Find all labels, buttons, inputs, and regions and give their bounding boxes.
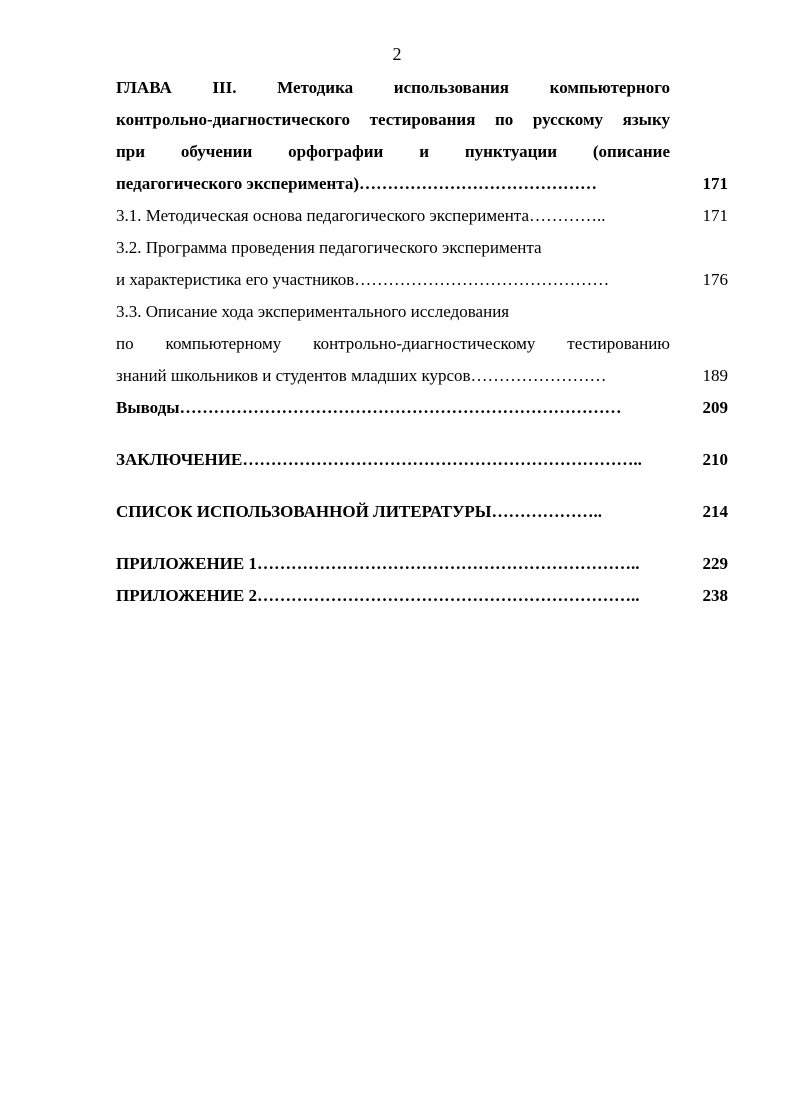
toc-section-3-1-title: 3.1. Методическая основа педагогического эксперимента…………..: [116, 206, 606, 225]
toc-conclusions-page: 209: [702, 398, 728, 417]
toc-appendix-1: [116, 542, 728, 574]
toc-chapter3-title-line1: ГЛАВА III. Методика использования компьютерного: [116, 78, 670, 97]
toc-conclusions: [116, 386, 728, 418]
toc-section-3-2-title-line2: и характеристика его участников………………………………………: [116, 270, 610, 289]
toc-literature-title: СПИСОК ИСПОЛЬЗОВАННОЙ ЛИТЕРАТУРЫ………………..: [116, 502, 602, 521]
toc-section-3-1: [116, 194, 728, 226]
toc-zakluchenie-title: ЗАКЛЮЧЕНИЕ……………………………………………………………..: [116, 450, 642, 469]
toc-section-3-3-title-line1: 3.3. Описание хода экспериментального исследования: [116, 302, 510, 321]
toc-section-3-3-line1: [116, 290, 728, 322]
toc-chapter3-line4: [116, 162, 728, 194]
toc-appendix-2-title: ПРИЛОЖЕНИЕ 2…………………………………………………………..: [116, 586, 640, 605]
toc-appendix-1-title: ПРИЛОЖЕНИЕ 1…………………………………………………………..: [116, 554, 640, 573]
toc-conclusions-title: Выводы……………………………………………………………………: [116, 398, 622, 417]
page-number: 2: [392, 44, 402, 64]
toc-section-3-3-line3: [116, 354, 728, 386]
toc-chapter3-page: 171: [702, 174, 728, 193]
toc-chapter3-line1: [116, 66, 728, 98]
toc-section-3-2-page: 176: [702, 270, 728, 289]
toc-section-3-3-title-line2: по компьютерному контрольно-диагностическому тестированию: [116, 334, 670, 353]
toc-chapter3-line3: [116, 130, 728, 162]
toc-section-3-2-title-line1: 3.2. Программа проведения педагогического эксперимента: [116, 238, 542, 257]
toc-chapter3-title-line3: при обучении орфографии и пунктуации (описание: [116, 142, 670, 161]
toc-section-3-1-page: 171: [702, 206, 728, 225]
toc-chapter3-title-line2: контрольно-диагностического тестирования по русскому языку: [116, 110, 670, 129]
toc-appendix-2: [116, 574, 728, 606]
toc-section-3-3-page: 189: [702, 366, 728, 385]
toc-zakluchenie-page: 210: [702, 450, 728, 469]
toc-section-3-2-line1: [116, 226, 728, 258]
toc-section-3-3-line2: [116, 322, 728, 354]
toc-literature: [116, 490, 728, 522]
toc-literature-page: 214: [702, 502, 728, 521]
toc-chapter3-title-line4: педагогического эксперимента)……………………………………: [116, 174, 598, 193]
toc-zakluchenie: [116, 438, 728, 470]
table-of-contents: [116, 66, 728, 606]
toc-appendix-2-page: 238: [702, 586, 728, 605]
toc-appendix-1-page: 229: [702, 554, 728, 573]
toc-section-3-3-title-line3: знаний школьников и студентов младших курсов……………………: [116, 366, 607, 385]
toc-section-3-2-line2: [116, 258, 728, 290]
toc-chapter3-line2: [116, 98, 728, 130]
